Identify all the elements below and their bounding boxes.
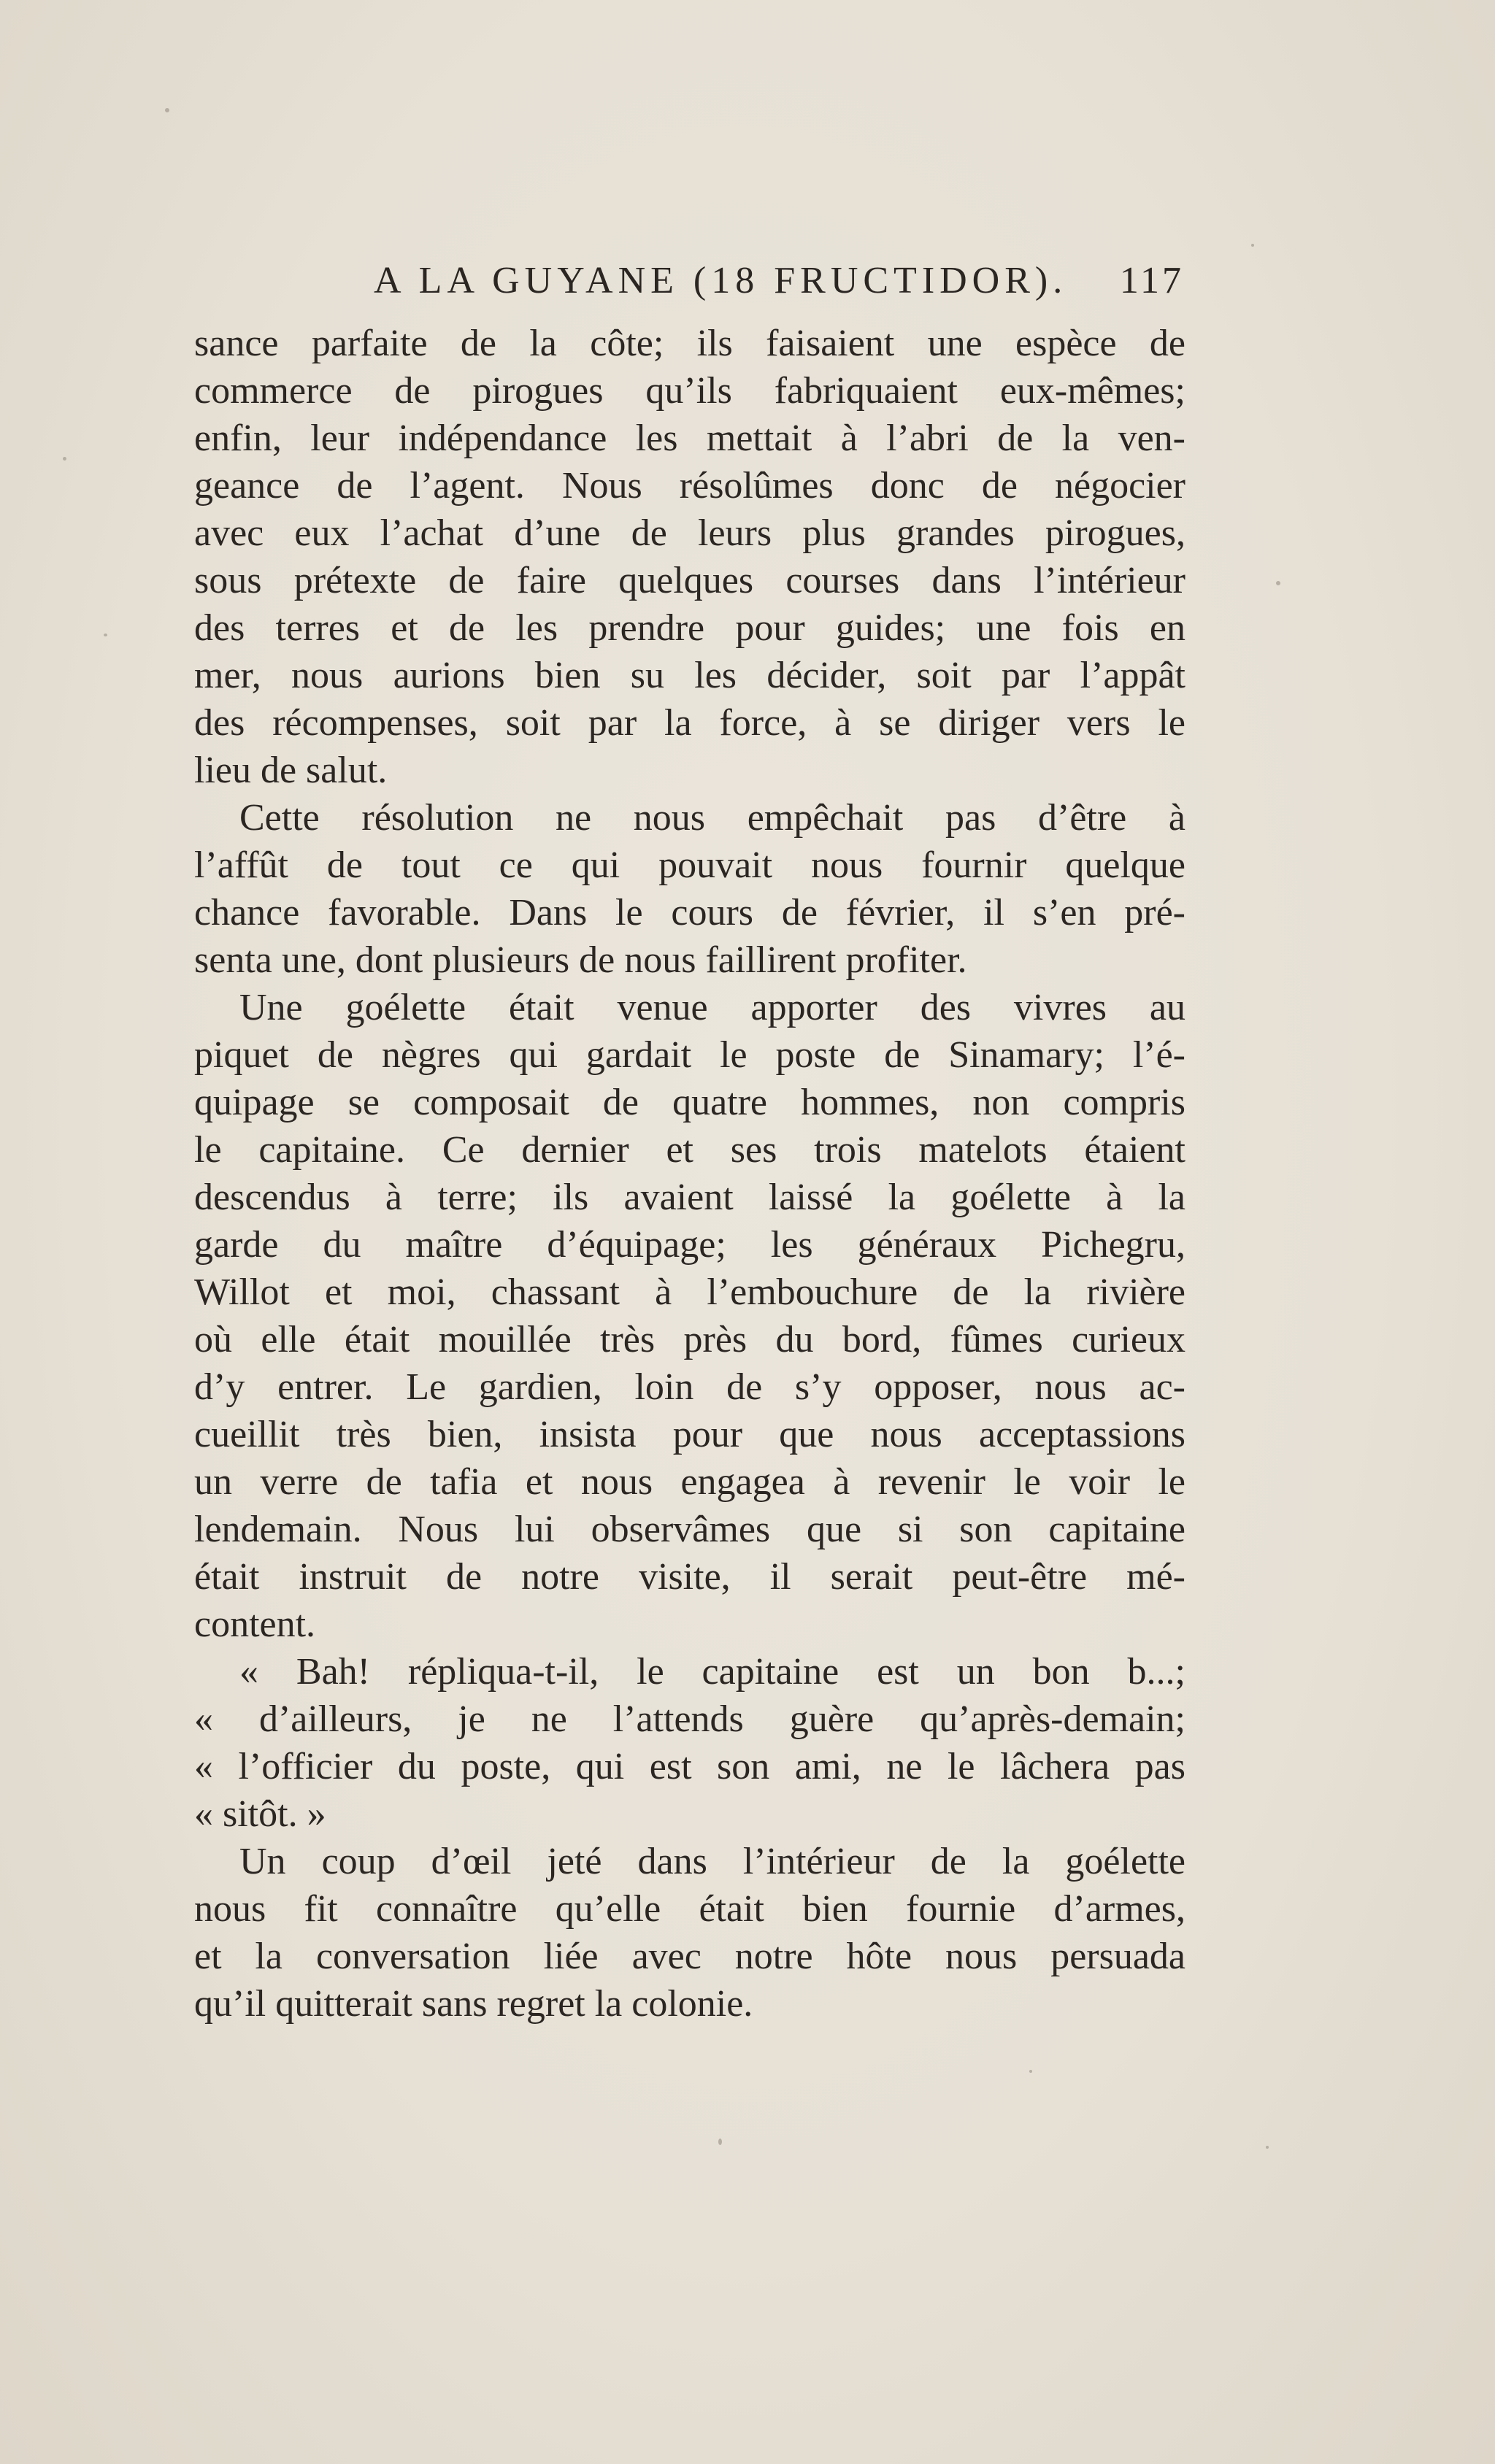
text-line: et la conversation liée avec notre hôte nous persuada [194,1936,1185,1977]
text-line: des récompenses, soit par la force, à se diriger vers le [194,702,1185,744]
text-line: était instruit de notre visite, il serait peut-être mé- [194,1556,1185,1598]
text-line: avec eux l’achat d’une de leurs plus grandes pirogues, [194,512,1185,554]
text-line: un verre de tafia et nous engagea à revenir le voir le [194,1461,1185,1503]
text-line: lendemain. Nous lui observâmes que si son capitaine [194,1509,1185,1550]
text-line: lieu de salut. [194,750,388,791]
paper-speck [1276,581,1280,585]
paper-speck [1266,2146,1269,2149]
paragraph-start-line: Cette résolution ne nous empêchait pas d’être à [239,797,1185,839]
text-line: nous fit connaître qu’elle était bien fournie d’armes, [194,1888,1185,1930]
paragraph-start-line: Une goélette était venue apporter des vivres au [239,987,1185,1028]
running-title: A LA GUYANE (18 FRUCTIDOR). [374,260,1068,301]
paper-speck [165,108,169,112]
text-line: mer, nous aurions bien su les décider, soit par l’appât [194,655,1185,696]
dialogue-line: « d’ailleurs, je ne l’attends guère qu’après-demain; [194,1698,1185,1740]
text-line: garde du maître d’équipage; les généraux Pichegru, [194,1224,1185,1266]
text-line: des terres et de les prendre pour guides; une fois en [194,607,1185,649]
text-line: d’y entrer. Le gardien, loin de s’y opposer, nous ac- [194,1366,1185,1408]
paragraph-start-line: Un coup d’œil jeté dans l’intérieur de la goélette [239,1841,1185,1882]
dialogue-line: « l’officier du poste, qui est son ami, ne le lâchera pas [194,1746,1185,1787]
page-number: 117 [1119,260,1184,301]
paper-speck [104,634,107,636]
text-line: où elle était mouillée très près du bord, fûmes curieux [194,1319,1185,1360]
paper-speck [1029,2070,1032,2073]
dialogue-line: « sitôt. » [194,1793,326,1835]
text-line: enfin, leur indépendance les mettait à l’abri de la ven- [194,417,1185,459]
text-line: content. [194,1603,316,1645]
text-line: senta une, dont plusieurs de nous faillirent profiter. [194,939,967,981]
text-line: l’affût de tout ce qui pouvait nous fournir quelque [194,844,1185,886]
body-text [194,320,1185,2028]
text-line: descendus à terre; ils avaient laissé la goélette à la [194,1177,1185,1218]
text-line: chance favorable. Dans le cours de février, il s’en pré- [194,892,1185,933]
text-line: geance de l’agent. Nous résolûmes donc de négocier [194,465,1185,507]
text-line: cueillit très bien, insista pour que nous acceptassions [194,1414,1185,1455]
paper-speck [63,457,66,461]
text-line: le capitaine. Ce dernier et ses trois matelots étaient [194,1129,1185,1171]
paper-speck [718,2138,722,2145]
text-line: qu’il quitterait sans regret la colonie. [194,1983,753,2025]
paper-speck [1251,244,1254,247]
dialogue-line: « Bah! répliqua-t-il, le capitaine est un bon b...; [239,1651,1185,1693]
text-line: sance parfaite de la côte; ils faisaient une espèce de [194,323,1185,364]
text-line: sous prétexte de faire quelques courses dans l’intérieur [194,560,1185,601]
text-line: Willot et moi, chassant à l’embouchure de la rivière [194,1271,1185,1313]
text-line: quipage se composait de quatre hommes, non compris [194,1082,1185,1123]
running-head [374,252,1184,310]
text-line: commerce de pirogues qu’ils fabriquaient eux-mêmes; [194,370,1185,412]
text-line: piquet de nègres qui gardait le poste de Sinamary; l’é- [194,1034,1185,1076]
